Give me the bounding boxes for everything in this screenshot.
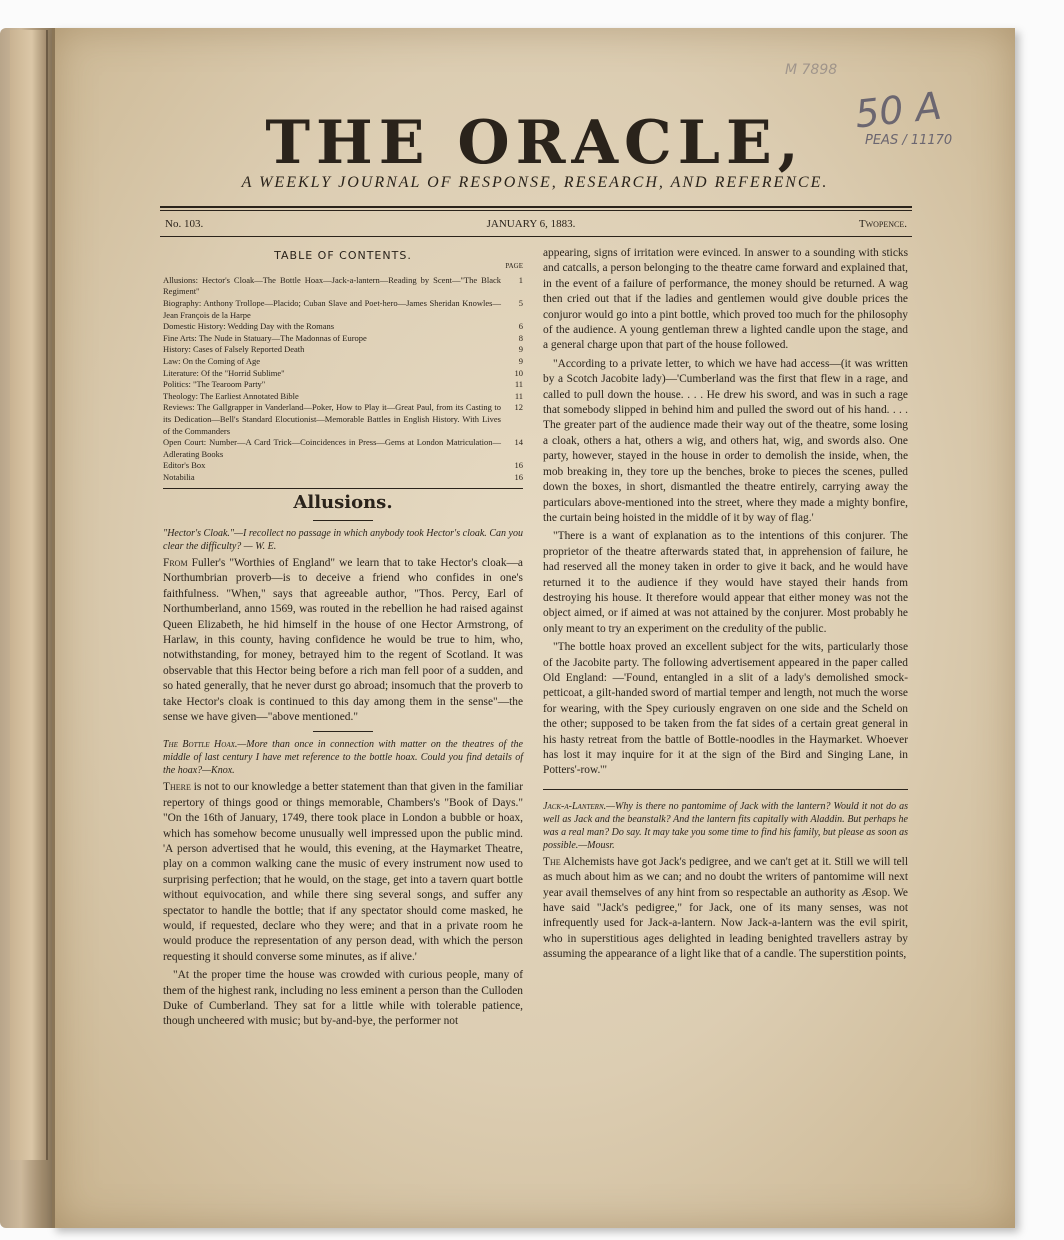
toc-row [163, 460, 523, 472]
masthead-rule [160, 206, 912, 208]
toc-row [163, 437, 523, 460]
heading-rule [313, 520, 373, 521]
masthead-rule-thin [160, 210, 912, 211]
toc-entry-page: 9 [518, 355, 523, 366]
issue-price: Twopence. [858, 218, 907, 230]
toc-row [163, 275, 523, 298]
right-paragraph-2: "According to a private letter, to which we have had access—(it was written by a Scotch Jacobite lady)—'Cumberland was the first that flew in a rage, and called to pull down the house. . . . He drew his sword, and was in such a rage that somebody slipped in behind him and pulled the sword out of his hand. . . . The greater part of the audience made their way out of the theatre, some losing a cloak, others a hat, others a wig, and others hat, wig, and swords also. One party, however, stayed in the house in order to demolish the inside, when, the mob breaking in, they tore up the benches, broke to pieces the scenes, pulled down the boxes, in short, dismantled the theatre entirely, carrying away the particulars above-mentioned into the street, where they made a mighty bonfire, the curtain being hoisted in the middle of it by way of flag.' [543, 357, 908, 524]
toc-title: TABLE OF CONTENTS. [274, 249, 412, 262]
jack-query-title: Jack-a-Lantern. [543, 800, 607, 812]
bottle-answer-2: "At the proper time the house was crowded with curious people, many of them of the highest rank, including no less eminent a person than the Culloden Duke of Cumberland. They sat for a little while with tolerable patience, though uncheered with music; but by-and-bye, the performer not [163, 969, 523, 1028]
bottle-lead: There [163, 781, 191, 794]
toc-entry-page: 14 [514, 437, 523, 448]
toc-row [163, 356, 523, 368]
toc-entry-text: Biography: Anthony Trollope—Placido; Cuban Slave and Poet-hero—James Sheridan Knowles—Jean François de la Harpe [163, 298, 501, 320]
toc-row [163, 344, 523, 356]
toc-entry-text: Politics: "The Tearoom Party" [163, 379, 266, 390]
bottle-answer-1 [163, 780, 523, 965]
toc-entry-text: Allusions: Hector's Cloak—The Bottle Hoax—Jack-a-lantern—Reading by Scent—"The Black Regiment" [163, 274, 501, 297]
toc-entry-text: History: Cases of Falsely Reported Death [163, 344, 305, 355]
toc-row [163, 472, 523, 484]
jack-text: Alchemists have got Jack's pedigree, and we can't get at it. Still we will tell as much about him as we can; and no doubt the writers of pantomime will next year avail themselves of any hint from so respectable an authority as Æsop. We have said "Jack's pedigree," for Jack, one of its many senses, was not infrequently used for Jack-a-lantern. Now Jack-a-lantern was the evil spirit, who in superstitious ages delighted in leading benighted travellers astray by assuming the appearance of a light like that of a candle. The superstition points, [543, 855, 908, 961]
jack-answer [543, 855, 908, 963]
masthead-title: THE ORACLE, [265, 108, 805, 178]
toc-entry-page: 10 [514, 367, 523, 378]
hector-lead: From [163, 556, 188, 569]
jack-query-text: —Why is there no pantomime of Jack with the lantern? Would it not do as well as Jack and the beanstalk? And the lantern fits capitally with Aladdin. But perhaps he was a real man? Do say. It may take you some time to find his family, but please as soon as possible.—Mousr. [543, 800, 908, 851]
jack-query [543, 800, 908, 852]
toc-entry-page: 8 [518, 332, 523, 343]
toc-entry-page: 9 [518, 344, 523, 355]
toc-row [163, 402, 523, 437]
right-paragraph-4: "The bottle hoax proved an excellent subject for the wits, particularly those of the Jacobite party. The following advertisement appeared in the paper called Old England: —'Found, entangled in a slit of a lady's demolished smock-petticoat, a gilt-handed sword of martial temper and length, not much the worse for wearing, with the Spey curiously engraven on one side and the Scheld on the other; supposed to be taken from the fat sides of a certain great general in his hasty retreat from the battle of Bottle-noodles in the Haymarket. Whoever has lost it may inquire for it at the sign of the Bird and Singing Lane, in Potters'-row.'" [543, 641, 908, 777]
toc-entry-page: 6 [518, 321, 523, 332]
pencil-note-top: M 7898 [785, 62, 838, 78]
hector-text: Fuller's "Worthies of England" we learn that to take Hector's cloak—a Northumbrian proverb—is to deceive a friend who confides in one's faithfulness. "When," says that agreeable author, "Thos. Percy, Earl of Northumberland, anno 1569, was routed in the rebellion he had raised against Queen Elizabeth, he hid himself in the house of one Hector Armstrong, of Harlaw, in this county, having confidence he would be true to him, who, notwithstanding, for money, betrayed him to the regent of Scotland. It was observable that this Hector being before a rich man fell poor of a sudden, and so hated generally, that he never durst go abroad; insomuch that the proverb to take Hector's cloak is continued to this day among them in the sense"—the sense we have given—"above mentioned." [163, 556, 523, 723]
hector-answer [163, 556, 523, 725]
toc-entry-page: 16 [514, 460, 523, 471]
toc-list [163, 275, 523, 484]
toc-entry-page: 12 [514, 402, 523, 413]
toc-entry-text: Literature: Of the "Horrid Sublime" [163, 367, 285, 378]
newspaper-page [52, 28, 1015, 1228]
bottle-query-text: —More than once in connection with matter on the theatres of the middle of last century I have met reference to the bottle hoax. Could you find details of the hoax?—Knox. [163, 739, 523, 777]
right-column [543, 246, 908, 966]
toc-entry-page: 11 [514, 379, 523, 390]
bottle-query [163, 738, 523, 777]
toc-entry-page: 1 [518, 274, 523, 285]
toc-row [163, 391, 523, 403]
left-page-edge [10, 30, 48, 1160]
toc-entry-text: Theology: The Earliest Annotated Bible [163, 390, 299, 401]
left-column [163, 242, 523, 1033]
bottle-text-1: is not to our knowledge a better statement than that given in the familiar repertory of things good or things memorable, Chambers's "Book of Days." "On the 16th of January, 1749, there took place in London a bubble or hoax, which has somehow become unusually well impressed upon the public mind. 'A person advertised that he would, this evening, at the Haymarket Theatre, play on a common walking cane the music of every instrument now used to surprising perfection; that he would, on the stage, get into a tavern quart bottle without equivocation, and while there sing several songs, and suffer any spectator to handle the bottle; that if any spectator should come masked, he would, if requested, declare who they were; and that in a private room he would produce the representation of any person dead, with which the person requesting it should converse some minutes, as if alive.' [163, 781, 524, 963]
bottle-query-title: The Bottle Hoax. [163, 739, 238, 751]
toc-entry-text: Fine Arts: The Nude in Statuary—The Madonnas of Europe [163, 332, 367, 343]
toc-row [163, 321, 523, 333]
toc-row [163, 368, 523, 380]
toc-entry-text: Law: On the Coming of Age [163, 355, 261, 366]
issue-number: No. 103. [165, 218, 204, 230]
toc-row [163, 379, 523, 391]
right-paragraph-1: appearing, signs of irritation were evinced. In answer to a sounding with sticks and catcalls, a person belonging to the theatre came forward and explained that, in the event of a failure of performance, the money should be returned. A wag then cried out that if the ladies and gentlemen would give double prices the conjuror would go into a pint bottle, which proved too much for the philosophy of the audience. A young gentleman threw a lighted candle upon the stage, and a general charge upon that part of the house followed. [543, 247, 908, 352]
pencil-note-small: PEAS / 11170 [865, 133, 953, 148]
right-paragraph-3: "There is a want of explanation as to the intentions of this conjurer. The proprietor of the theatre afterwards stated that, in apprehension of failure, he had reserved all the money taken in order to give it back, and he would have returned it to the audience if they would have stayed their hands from destroying his house. It therefore would appear that either money was not the object aimed, or if aimed at was not attained by the conjurer. Most probably he only meant to try an experiment on the credulity of the public. [543, 530, 908, 635]
toc-page-label: PAGE [505, 262, 523, 271]
masthead-subtitle: A WEEKLY JOURNAL OF RESPONSE, RESEARCH, AND REFERENCE. [241, 174, 829, 191]
toc-entry-page: 16 [514, 471, 523, 482]
pencil-note-big: 50 A [852, 83, 944, 137]
toc-entry-text: Domestic History: Wedding Day with the Romans [163, 321, 335, 332]
toc-entry-text: Editor's Box [163, 460, 206, 471]
hector-query: "Hector's Cloak."—I recollect no passage in which anybody took Hector's cloak. Can you clear the difficulty? — W. E. [163, 527, 523, 552]
issue-line [165, 218, 907, 230]
issue-date: JANUARY 6, 1883. [486, 218, 576, 230]
toc-row [163, 333, 523, 345]
toc-entry-text: Notabilia [163, 471, 195, 482]
section-rule [313, 731, 373, 732]
toc-row [163, 298, 523, 321]
section-heading-allusions: Allusions. [293, 491, 393, 513]
toc-entry-page: 5 [518, 298, 523, 308]
toc-bottom-rule [163, 488, 523, 489]
jack-lead: The [543, 855, 561, 868]
toc-entry-text: Open Court: Number—A Card Trick—Coincidences in Press—Gems at London Matriculation—Adlerating Books [163, 437, 501, 459]
section-rule-right [543, 789, 908, 790]
toc-entry-page: 11 [514, 390, 523, 401]
toc-entry-text: Reviews: The Gallgrapper in Vanderland—Poker, How to Play it—Great Paul, from its Casting to its Dedication—Bell's Standard Elocutionist—Memorable Battles in English History. With Lives of the Commanders [163, 402, 501, 436]
issue-rule [160, 236, 912, 237]
